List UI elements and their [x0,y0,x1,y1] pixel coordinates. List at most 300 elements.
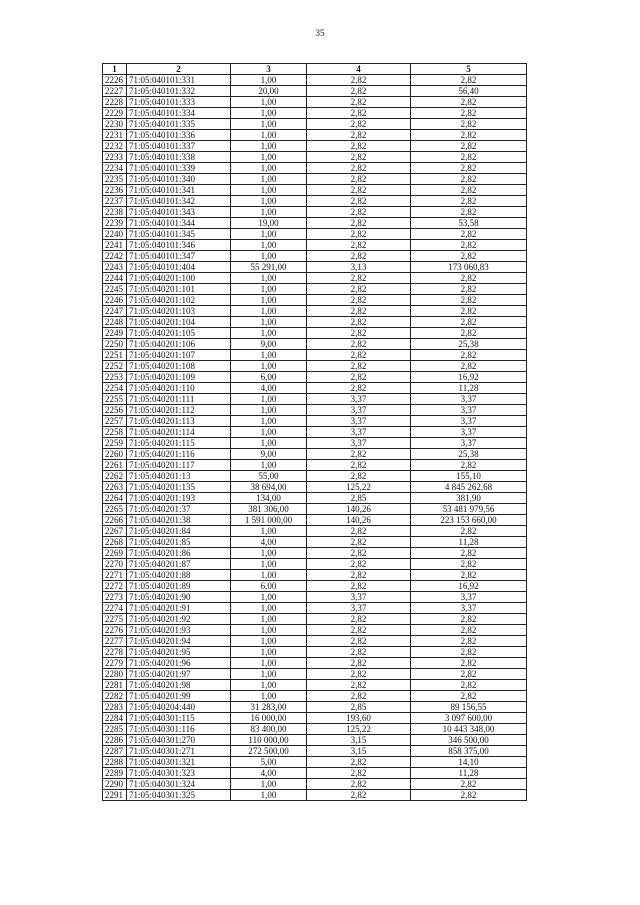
table-row [103,768,527,779]
cadastral-number-cell: 71:05:040201:104 [127,317,231,328]
table-row [103,339,527,350]
row-number-cell: 2250 [103,339,127,350]
total-cell: 2,82 [411,251,527,262]
value-cell: 1,00 [231,328,307,339]
rate-cell: 2,82 [307,779,411,790]
rate-cell: 125,22 [307,482,411,493]
table-row [103,493,527,504]
rate-cell: 2,82 [307,559,411,570]
total-cell: 2,82 [411,152,527,163]
value-cell: 4,00 [231,768,307,779]
value-cell: 1,00 [231,559,307,570]
value-cell: 16 000,00 [231,713,307,724]
row-number-cell: 2268 [103,537,127,548]
table-row [103,108,527,119]
value-cell: 1,00 [231,603,307,614]
row-number-cell: 2241 [103,240,127,251]
value-cell: 1,00 [231,570,307,581]
total-cell: 2,82 [411,647,527,658]
table-row [103,515,527,526]
rate-cell: 2,82 [307,658,411,669]
row-number-cell: 2277 [103,636,127,647]
row-number-cell: 2233 [103,152,127,163]
value-cell: 1,00 [231,625,307,636]
cadastral-number-cell: 71:05:040101:332 [127,86,231,97]
rate-cell: 2,82 [307,350,411,361]
row-number-cell: 2289 [103,768,127,779]
rate-cell: 2,82 [307,251,411,262]
cadastral-number-cell: 71:05:040301:271 [127,746,231,757]
value-cell: 1,00 [231,592,307,603]
table-row [103,383,527,394]
table-row [103,757,527,768]
rate-cell: 2,82 [307,229,411,240]
value-cell: 1,00 [231,317,307,328]
value-cell: 1,00 [231,207,307,218]
value-cell: 1,00 [231,427,307,438]
total-cell: 2,82 [411,691,527,702]
row-number-cell: 2274 [103,603,127,614]
column-header: 2 [127,64,231,75]
total-cell: 16,92 [411,372,527,383]
total-cell: 3,37 [411,416,527,427]
rate-cell: 2,82 [307,526,411,537]
cadastral-number-cell: 71:05:040201:92 [127,614,231,625]
total-cell: 2,82 [411,636,527,647]
value-cell: 1,00 [231,240,307,251]
rate-cell: 2,82 [307,581,411,592]
value-cell: 1,00 [231,119,307,130]
rate-cell: 2,82 [307,273,411,284]
value-cell: 1,00 [231,284,307,295]
rate-cell: 2,82 [307,130,411,141]
value-cell: 55 291,00 [231,262,307,273]
total-cell: 2,82 [411,680,527,691]
table-row [103,273,527,284]
cadastral-number-cell: 71:05:040201:99 [127,691,231,702]
value-cell: 1,00 [231,790,307,801]
rate-cell: 2,82 [307,240,411,251]
value-cell: 272 500,00 [231,746,307,757]
value-cell: 1,00 [231,141,307,152]
rate-cell: 2,82 [307,636,411,647]
rate-cell: 2,82 [307,174,411,185]
rate-cell: 2,82 [307,306,411,317]
cadastral-number-cell: 71:05:040301:321 [127,757,231,768]
row-number-cell: 2255 [103,394,127,405]
cadastral-number-cell: 71:05:040201:93 [127,625,231,636]
rate-cell: 2,82 [307,768,411,779]
row-number-cell: 2227 [103,86,127,97]
table-row [103,779,527,790]
table-row [103,75,527,86]
value-cell: 20,00 [231,86,307,97]
cadastral-number-cell: 71:05:040301:116 [127,724,231,735]
cadastral-number-cell: 71:05:040101:338 [127,152,231,163]
total-cell: 2,82 [411,658,527,669]
rate-cell: 3,37 [307,438,411,449]
total-cell: 173 060,83 [411,262,527,273]
total-cell: 2,82 [411,141,527,152]
value-cell: 83 400,00 [231,724,307,735]
value-cell: 1,00 [231,108,307,119]
value-cell: 1,00 [231,416,307,427]
value-cell: 19,00 [231,218,307,229]
total-cell: 2,82 [411,669,527,680]
cadastral-number-cell: 71:05:040201:85 [127,537,231,548]
table-row [103,405,527,416]
row-number-cell: 2235 [103,174,127,185]
value-cell: 4,00 [231,537,307,548]
rate-cell: 2,82 [307,372,411,383]
table-row [103,295,527,306]
row-number-cell: 2243 [103,262,127,273]
cadastral-number-cell: 71:05:040201:135 [127,482,231,493]
rate-cell: 2,82 [307,328,411,339]
rate-cell: 2,82 [307,614,411,625]
row-number-cell: 2236 [103,185,127,196]
rate-cell: 193,60 [307,713,411,724]
rate-cell: 2,85 [307,493,411,504]
value-cell: 1,00 [231,174,307,185]
row-number-cell: 2287 [103,746,127,757]
row-number-cell: 2244 [103,273,127,284]
rate-cell: 2,82 [307,757,411,768]
cadastral-number-cell: 71:05:040201:109 [127,372,231,383]
value-cell: 1,00 [231,295,307,306]
table-row [103,790,527,801]
rate-cell: 2,82 [307,86,411,97]
cadastral-number-cell: 71:05:040201:114 [127,427,231,438]
table-row [103,317,527,328]
rate-cell: 2,82 [307,97,411,108]
total-cell: 25,38 [411,339,527,350]
value-cell: 1,00 [231,691,307,702]
value-cell: 1,00 [231,306,307,317]
row-number-cell: 2253 [103,372,127,383]
value-cell: 1,00 [231,130,307,141]
rate-cell: 2,82 [307,207,411,218]
table-row [103,229,527,240]
cadastral-number-cell: 71:05:040101:340 [127,174,231,185]
rate-cell: 3,37 [307,592,411,603]
total-cell: 10 443 348,00 [411,724,527,735]
total-cell: 2,82 [411,207,527,218]
value-cell: 1,00 [231,669,307,680]
row-number-cell: 2275 [103,614,127,625]
value-cell: 1,00 [231,779,307,790]
cadastral-number-cell: 71:05:040201:90 [127,592,231,603]
rate-cell: 2,82 [307,680,411,691]
value-cell: 1,00 [231,251,307,262]
row-number-cell: 2257 [103,416,127,427]
table-row [103,460,527,471]
total-cell: 25,38 [411,449,527,460]
cadastral-number-cell: 71:05:040201:89 [127,581,231,592]
row-number-cell: 2248 [103,317,127,328]
cadastral-number-cell: 71:05:040201:98 [127,680,231,691]
value-cell: 1,00 [231,361,307,372]
cadastral-number-cell: 71:05:040201:86 [127,548,231,559]
row-number-cell: 2239 [103,218,127,229]
table-row [103,449,527,460]
table-row [103,581,527,592]
value-cell: 9,00 [231,339,307,350]
cadastral-number-cell: 71:05:040101:347 [127,251,231,262]
cadastral-number-cell: 71:05:040201:91 [127,603,231,614]
row-number-cell: 2263 [103,482,127,493]
value-cell: 1,00 [231,185,307,196]
row-number-cell: 2283 [103,702,127,713]
row-number-cell: 2273 [103,592,127,603]
table-row [103,130,527,141]
column-header: 4 [307,64,411,75]
row-number-cell: 2237 [103,196,127,207]
table-row [103,614,527,625]
rate-cell: 2,82 [307,218,411,229]
value-cell: 1,00 [231,460,307,471]
rate-cell: 2,82 [307,570,411,581]
rate-cell: 2,82 [307,790,411,801]
table-header-row [103,64,527,75]
rate-cell: 2,82 [307,625,411,636]
cadastral-number-cell: 71:05:040301:270 [127,735,231,746]
value-cell: 1,00 [231,273,307,284]
value-cell: 4,00 [231,383,307,394]
cadastral-number-cell: 71:05:040101:344 [127,218,231,229]
cadastral-number-cell: 71:05:040201:115 [127,438,231,449]
rate-cell: 2,82 [307,284,411,295]
rate-cell: 2,82 [307,471,411,482]
table-row [103,207,527,218]
cadastral-number-cell: 71:05:040201:103 [127,306,231,317]
rate-cell: 3,15 [307,746,411,757]
rate-cell: 2,82 [307,119,411,130]
column-header: 3 [231,64,307,75]
cadastral-number-cell: 71:05:040101:335 [127,119,231,130]
row-number-cell: 2245 [103,284,127,295]
table-row [103,636,527,647]
total-cell: 2,82 [411,163,527,174]
page-number: 35 [315,28,325,38]
total-cell: 2,82 [411,306,527,317]
rate-cell: 2,82 [307,152,411,163]
table-row [103,537,527,548]
cadastral-number-cell: 71:05:040101:346 [127,240,231,251]
row-number-cell: 2271 [103,570,127,581]
row-number-cell: 2226 [103,75,127,86]
rate-cell: 3,37 [307,394,411,405]
total-cell: 2,82 [411,196,527,207]
total-cell: 2,82 [411,130,527,141]
total-cell: 3,37 [411,603,527,614]
table-row [103,240,527,251]
cadastral-number-cell: 71:05:040101:337 [127,141,231,152]
table-row [103,163,527,174]
row-number-cell: 2281 [103,680,127,691]
rate-cell: 2,82 [307,460,411,471]
total-cell: 2,82 [411,284,527,295]
total-cell: 2,82 [411,350,527,361]
cadastral-number-cell: 71:05:040201:112 [127,405,231,416]
value-cell: 1,00 [231,438,307,449]
value-cell: 1,00 [231,152,307,163]
cadastral-number-cell: 71:05:040101:331 [127,75,231,86]
cadastral-number-cell: 71:05:040101:342 [127,196,231,207]
rate-cell: 3,37 [307,603,411,614]
total-cell: 2,82 [411,108,527,119]
value-cell: 38 694,00 [231,482,307,493]
row-number-cell: 2291 [103,790,127,801]
row-number-cell: 2246 [103,295,127,306]
table-row [103,86,527,97]
rate-cell: 2,82 [307,196,411,207]
value-cell: 1,00 [231,405,307,416]
row-number-cell: 2270 [103,559,127,570]
rate-cell: 2,82 [307,317,411,328]
total-cell: 2,82 [411,526,527,537]
cadastral-number-cell: 71:05:040101:336 [127,130,231,141]
value-cell: 1,00 [231,526,307,537]
total-cell: 14,10 [411,757,527,768]
total-cell: 3,37 [411,405,527,416]
cadastral-number-cell: 71:05:040201:110 [127,383,231,394]
rate-cell: 2,82 [307,548,411,559]
table-row [103,691,527,702]
row-number-cell: 2258 [103,427,127,438]
cadastral-number-cell: 71:05:040201:38 [127,515,231,526]
total-cell: 2,82 [411,273,527,284]
row-number-cell: 2252 [103,361,127,372]
table-row [103,97,527,108]
table-row [103,680,527,691]
total-cell: 2,82 [411,559,527,570]
cadastral-number-cell: 71:05:040201:94 [127,636,231,647]
row-number-cell: 2254 [103,383,127,394]
row-number-cell: 2260 [103,449,127,460]
row-number-cell: 2272 [103,581,127,592]
cadastral-number-cell: 71:05:040201:37 [127,504,231,515]
row-number-cell: 2276 [103,625,127,636]
rate-cell: 2,82 [307,295,411,306]
row-number-cell: 2282 [103,691,127,702]
value-cell: 1,00 [231,680,307,691]
value-cell: 134,00 [231,493,307,504]
rate-cell: 2,82 [307,383,411,394]
row-number-cell: 2232 [103,141,127,152]
table-row [103,416,527,427]
total-cell: 2,82 [411,614,527,625]
total-cell: 2,82 [411,361,527,372]
table-row [103,603,527,614]
table-row [103,471,527,482]
total-cell: 2,82 [411,625,527,636]
cadastral-number-cell: 71:05:040201:102 [127,295,231,306]
total-cell: 56,40 [411,86,527,97]
table-row [103,284,527,295]
cadastral-number-cell: 71:05:040201:101 [127,284,231,295]
table-row [103,570,527,581]
table-row [103,592,527,603]
table-row [103,482,527,493]
cadastral-number-cell: 71:05:040201:13 [127,471,231,482]
row-number-cell: 2266 [103,515,127,526]
cadastral-number-cell: 71:05:040201:95 [127,647,231,658]
total-cell: 11,28 [411,537,527,548]
total-cell: 3,37 [411,438,527,449]
table-row [103,152,527,163]
total-cell: 2,82 [411,185,527,196]
total-cell: 89 156,55 [411,702,527,713]
cadastral-number-cell: 71:05:040201:87 [127,559,231,570]
table-row [103,119,527,130]
total-cell: 2,82 [411,174,527,185]
row-number-cell: 2269 [103,548,127,559]
total-cell: 223 153 660,00 [411,515,527,526]
total-cell: 2,82 [411,460,527,471]
rate-cell: 2,82 [307,339,411,350]
table-row [103,394,527,405]
total-cell: 2,82 [411,570,527,581]
table-row [103,262,527,273]
row-number-cell: 2231 [103,130,127,141]
data-table [102,63,527,801]
cadastral-number-cell: 71:05:040201:97 [127,669,231,680]
row-number-cell: 2290 [103,779,127,790]
total-cell: 11,28 [411,768,527,779]
total-cell: 2,82 [411,790,527,801]
cadastral-number-cell: 71:05:040301:323 [127,768,231,779]
rate-cell: 2,82 [307,669,411,680]
cadastral-number-cell: 71:05:040101:341 [127,185,231,196]
table-row [103,372,527,383]
rate-cell: 2,85 [307,702,411,713]
table-row [103,548,527,559]
table-row [103,504,527,515]
cadastral-number-cell: 71:05:040201:117 [127,460,231,471]
cadastral-number-cell: 71:05:040101:404 [127,262,231,273]
row-number-cell: 2285 [103,724,127,735]
total-cell: 3 097 600,00 [411,713,527,724]
row-number-cell: 2228 [103,97,127,108]
row-number-cell: 2265 [103,504,127,515]
cadastral-number-cell: 71:05:040201:84 [127,526,231,537]
value-cell: 1,00 [231,163,307,174]
value-cell: 1,00 [231,97,307,108]
cadastral-number-cell: 71:05:040201:106 [127,339,231,350]
cadastral-number-cell: 71:05:040201:105 [127,328,231,339]
table-row [103,185,527,196]
total-cell: 3,37 [411,592,527,603]
total-cell: 155,10 [411,471,527,482]
cadastral-number-cell: 71:05:040201:113 [127,416,231,427]
cadastral-number-cell: 71:05:040101:333 [127,97,231,108]
total-cell: 11,28 [411,383,527,394]
cadastral-number-cell: 71:05:040101:339 [127,163,231,174]
table-row [103,658,527,669]
column-header: 1 [103,64,127,75]
value-cell: 1,00 [231,658,307,669]
row-number-cell: 2230 [103,119,127,130]
value-cell: 1,00 [231,548,307,559]
rate-cell: 140,26 [307,515,411,526]
table-row [103,746,527,757]
cadastral-number-cell: 71:05:040201:116 [127,449,231,460]
cadastral-number-cell: 71:05:040201:100 [127,273,231,284]
row-number-cell: 2286 [103,735,127,746]
cadastral-number-cell: 71:05:040201:111 [127,394,231,405]
cadastral-number-cell: 71:05:040101:345 [127,229,231,240]
